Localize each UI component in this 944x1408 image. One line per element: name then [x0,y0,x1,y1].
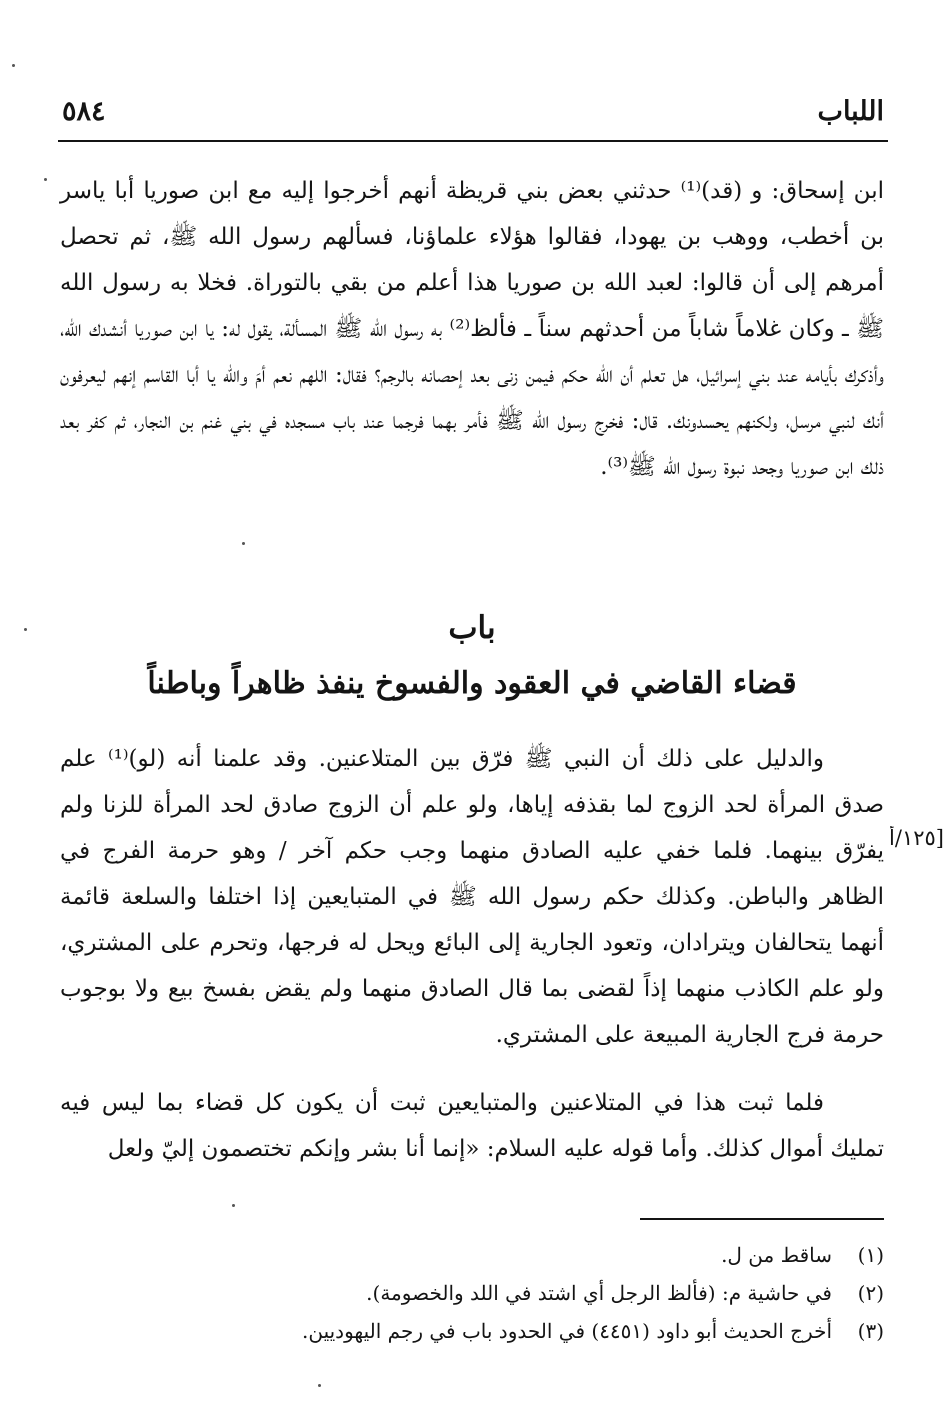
scan-speck [318,1384,321,1387]
footnote-item [60,1236,884,1274]
header-title: اللباب [817,96,884,127]
footnote-number: (٢) [857,1281,884,1305]
margin-folio-note: ١٢٥/أ] [889,826,944,850]
header-rule [58,140,888,142]
scan-speck [44,178,47,181]
footnote-number: (١) [857,1243,884,1267]
footnote-text: ساقط من ل. [721,1243,832,1267]
footnote-item [60,1312,884,1350]
footnote-rule [640,1218,884,1220]
scan-speck [242,542,245,545]
text-block-evidence [60,736,884,1058]
scan-speck [12,64,15,67]
footnotes [60,1236,884,1350]
section-title: قضاء القاضي في العقود والفسوخ ينفذ ظاهراً وباطناً [147,666,797,701]
section-label: باب [448,610,496,646]
page-number: ٥٨٤ [62,96,106,127]
paragraph-2: والدليل على ذلك أن النبي ﷺ فرّق بين المتلاعنين. وقد علمنا أنه (لو)⁽¹⁾ علم صدق المرأة لحد الزوج لما بقذفه إياها، ولو علم أن الزوج صادق لحد المرأة للزنا ولم يفرّق بينهما. فلما خفي عليه الصادق منهما وجب حكم آخر / وهو حرمة الفرج في الظاهر والباطن. وكذلك حكم رسول الله ﷺ في المتبايعين إذا اختلفا والسلعة قائمة أنهما يتحالفان ويترادان، وتعود الجارية إلى البائع ويحل له فرجها، وتحرم على المشتري، ولو علم الكاذب منهما إذاً لقضى بما قال الصادق منهما ولم يقض بفسخ بيع ولا بوجوب حرمة فرج الجارية المبيعة على المشتري. [60,746,884,1048]
scan-speck [232,1204,235,1207]
footnote-item [60,1274,884,1312]
text-block-opening [60,168,884,490]
running-header [62,96,884,136]
text-block-conclusion [60,1080,884,1172]
scan-speck [24,628,27,631]
paragraph-1: ابن إسحاق: و (قد)⁽¹⁾ حدثني بعض بني قريظة أنهم أخرجوا إليه مع ابن صوريا أبا ياسر بن أخطب، ووهب بن يهودا، فقالوا هؤلاء علماؤنا، فسألهم رسول الله ﷺ، ثم تحصل أمرهم إلى أن قالوا: لعبد الله بن صوريا هذا أعلم من بقي بالتوراة. فخلا به رسول الله ﷺ ـ وكان غلاماً شاباً من أحدثهم سناً ـ فألظ⁽²⁾ به رسول الله ﷺ المسألة، يقول له: يا ابن صوريا أنشدك الله، وأذكرك بأيامه عند بني إسرائيل، هل تعلم أن الله حكم فيمن زنى بعد إحصانه بالرجم؟ فقال: اللهم نعم أمَ والله يا أبا القاسم إنهم ليعرفون أنك لنبي مرسل، ولكنهم يحسدونك. قال: فخرج رسول الله ﷺ فأمر بهما فرجما عند باب مسجده في بني غنم بن النجار، ثم كفر بعد ذلك ابن صوريا وجحد نبوة رسول الله ﷺ⁽³⁾. [60,178,885,480]
paragraph-3: فلما ثبت هذا في المتلاعنين والمتبايعين ثبت أن يكون كل قضاء بما ليس فيه تمليك أموال كذلك. وأما قوله عليه السلام: «إنما أنا بشر وإنكم تختصمون إليّ ولعل [60,1090,884,1162]
footnote-text: أخرج الحديث أبو داود (٤٤٥١) في الحدود باب في رجم اليهوديين. [302,1319,832,1343]
footnote-number: (٣) [857,1319,884,1343]
footnote-text: في حاشية م: (فألظ الرجل أي اشتد في اللد والخصومة). [366,1281,832,1305]
